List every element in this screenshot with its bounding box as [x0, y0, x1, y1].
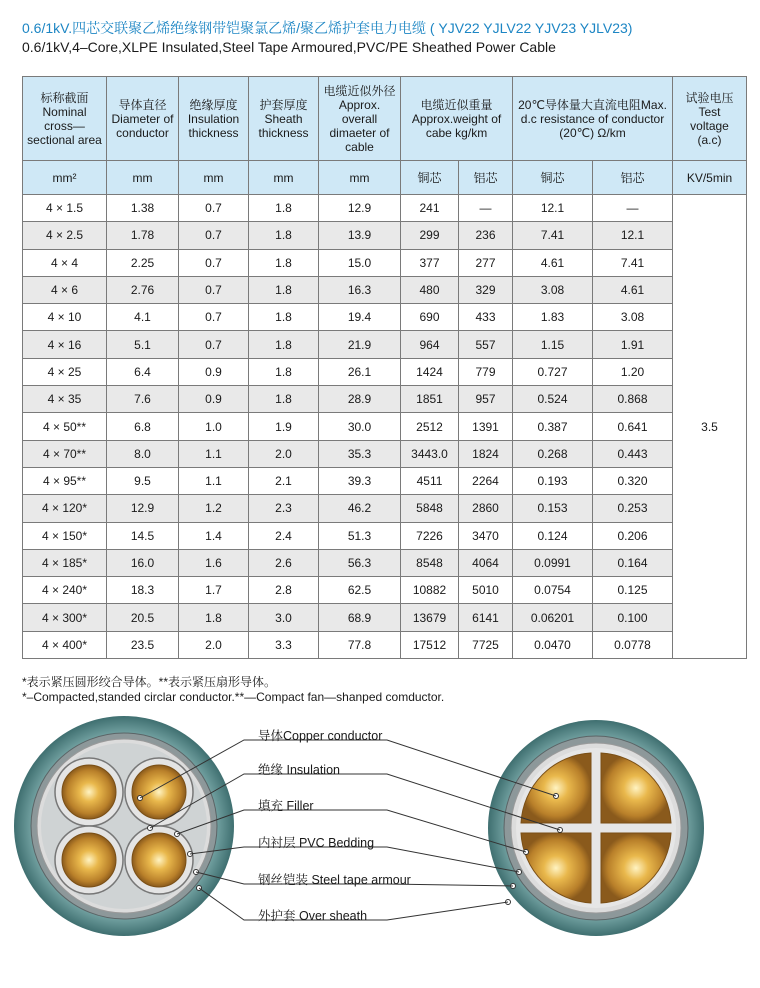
- unit-insulation: mm: [179, 161, 249, 195]
- table-cell: 4 × 1.5: [23, 195, 107, 222]
- table-cell: 6.4: [107, 358, 179, 385]
- unit-diameter: mm: [107, 161, 179, 195]
- table-cell: 2264: [459, 467, 513, 494]
- table-cell: 46.2: [319, 495, 401, 522]
- table-cell: 0.868: [593, 386, 673, 413]
- right-cable: [488, 720, 704, 936]
- table-cell: 17512: [401, 631, 459, 658]
- table-cell: 8.0: [107, 440, 179, 467]
- table-cell: 0.193: [513, 467, 593, 494]
- table-row: [23, 467, 747, 494]
- table-cell: 0.387: [513, 413, 593, 440]
- table-cell: 4 × 95**: [23, 467, 107, 494]
- table-cell: 1.8: [249, 304, 319, 331]
- table-cell: 4 × 10: [23, 304, 107, 331]
- table-cell: 2.25: [107, 249, 179, 276]
- unit-overall: mm: [319, 161, 401, 195]
- table-cell: 13.9: [319, 222, 401, 249]
- table-cell: 0.0470: [513, 631, 593, 658]
- table-cell: 4 × 2.5: [23, 222, 107, 249]
- table-cell: 0.0991: [513, 549, 593, 576]
- header-row: [23, 77, 747, 161]
- table-cell: 4 × 185*: [23, 549, 107, 576]
- table-cell: 26.1: [319, 358, 401, 385]
- table-cell: 0.253: [593, 495, 673, 522]
- table-cell: 4511: [401, 467, 459, 494]
- left-cable: [14, 716, 234, 936]
- table-cell: 4 × 300*: [23, 604, 107, 631]
- table-cell: 12.9: [107, 495, 179, 522]
- table-cell: 779: [459, 358, 513, 385]
- table-cell: 8548: [401, 549, 459, 576]
- table-cell: —: [459, 195, 513, 222]
- label-steel-tape-armour: 钢丝铠装 Steel tape armour: [258, 873, 411, 887]
- table-cell: 51.3: [319, 522, 401, 549]
- table-cell: 5010: [459, 577, 513, 604]
- table-cell: 5.1: [107, 331, 179, 358]
- table-cell: 39.3: [319, 467, 401, 494]
- header-test-voltage: 试验电压 Test voltage (a.c): [673, 77, 747, 161]
- table-cell: 2.1: [249, 467, 319, 494]
- table-cell: 0.524: [513, 386, 593, 413]
- table-cell: 2512: [401, 413, 459, 440]
- table-cell: 6141: [459, 604, 513, 631]
- table-row: [23, 358, 747, 385]
- table-cell: 30.0: [319, 413, 401, 440]
- table-row: [23, 522, 747, 549]
- table-cell: 4 × 70**: [23, 440, 107, 467]
- table-cell: 1.8: [249, 358, 319, 385]
- table-cell: 0.153: [513, 495, 593, 522]
- table-cell: 1.9: [249, 413, 319, 440]
- table-cell: —: [593, 195, 673, 222]
- table-cell: 0.443: [593, 440, 673, 467]
- table-cell: 1.2: [179, 495, 249, 522]
- table-cell: 18.3: [107, 577, 179, 604]
- table-cell: 433: [459, 304, 513, 331]
- table-cell: 0.7: [179, 331, 249, 358]
- label-copper-conductor: 导体Copper conductor: [258, 729, 383, 743]
- table-cell: 1.0: [179, 413, 249, 440]
- header-insulation: 绝缘厚度 Insulation thickness: [179, 77, 249, 161]
- cable-cross-section-diagram: [0, 712, 760, 983]
- table-cell: 4 × 16: [23, 331, 107, 358]
- table-cell: 4 × 25: [23, 358, 107, 385]
- table-cell: 1824: [459, 440, 513, 467]
- table-cell: 1391: [459, 413, 513, 440]
- table-cell: 12.9: [319, 195, 401, 222]
- table-cell: 0.124: [513, 522, 593, 549]
- table-cell: 1.8: [249, 331, 319, 358]
- table-cell: 5848: [401, 495, 459, 522]
- table-cell: 2.0: [249, 440, 319, 467]
- table-cell: 0.0754: [513, 577, 593, 604]
- table-cell: 0.727: [513, 358, 593, 385]
- table-cell: 329: [459, 276, 513, 303]
- table-cell: 0.641: [593, 413, 673, 440]
- table-cell: 0.7: [179, 222, 249, 249]
- table-cell: 0.320: [593, 467, 673, 494]
- table-cell: 2.3: [249, 495, 319, 522]
- table-cell: 35.3: [319, 440, 401, 467]
- table-cell: 1.1: [179, 467, 249, 494]
- header-diameter: 导体直径 Diameter of conductor: [107, 77, 179, 161]
- table-cell: 10882: [401, 577, 459, 604]
- table-cell: 4 × 6: [23, 276, 107, 303]
- table-cell: 4 × 400*: [23, 631, 107, 658]
- table-cell: 3.08: [593, 304, 673, 331]
- table-cell: 4 × 240*: [23, 577, 107, 604]
- table-cell: 4.61: [513, 249, 593, 276]
- header-weight: 电缆近似重量 Approx.weight of cabe kg/km: [401, 77, 513, 161]
- unit-voltage: KV/5min: [673, 161, 747, 195]
- table-cell: 28.9: [319, 386, 401, 413]
- table-cell: 7.41: [513, 222, 593, 249]
- table-cell: 1.38: [107, 195, 179, 222]
- table-cell: 1424: [401, 358, 459, 385]
- unit-sheath: mm: [249, 161, 319, 195]
- table-cell: 0.100: [593, 604, 673, 631]
- table-cell: 2.0: [179, 631, 249, 658]
- label-insulation: 绝缘 Insulation: [258, 763, 340, 777]
- table-cell: 62.5: [319, 577, 401, 604]
- table-row: [23, 440, 747, 467]
- table-cell: 6.8: [107, 413, 179, 440]
- table-cell: 56.3: [319, 549, 401, 576]
- table-cell: 16.0: [107, 549, 179, 576]
- table-cell: 4 × 35: [23, 386, 107, 413]
- table-cell: 0.7: [179, 249, 249, 276]
- table-cell: 1.8: [249, 195, 319, 222]
- table-cell: 236: [459, 222, 513, 249]
- unit-weight-copper: 铜芯: [401, 161, 459, 195]
- table-cell: 1.8: [249, 386, 319, 413]
- unit-resistance-copper: 铜芯: [513, 161, 593, 195]
- table-cell: 4064: [459, 549, 513, 576]
- table-cell: 0.06201: [513, 604, 593, 631]
- note-english: *–Compacted,standed circlar conductor.**—Compact fan—shanped comductor.: [22, 690, 445, 704]
- table-cell: 1.4: [179, 522, 249, 549]
- table-cell: 4 × 150*: [23, 522, 107, 549]
- table-cell: 299: [401, 222, 459, 249]
- note-chinese: *表示紧压圆形绞合导体。**表示紧压扇形导体。: [22, 675, 277, 689]
- header-nominal: 标称截面 Nominal cross— sectional area: [23, 77, 107, 161]
- specification-table: [22, 76, 747, 659]
- cross-section-svg: [0, 712, 760, 983]
- table-cell: 277: [459, 249, 513, 276]
- label-filler: 填充 Filler: [258, 799, 314, 813]
- header-overall-diameter: 电缆近似外径 Approx. overall dimaeter of cable: [319, 77, 401, 161]
- table-cell: 21.9: [319, 331, 401, 358]
- table-cell: 14.5: [107, 522, 179, 549]
- table-cell: 1.83: [513, 304, 593, 331]
- table-cell: 7725: [459, 631, 513, 658]
- table-cell: 2.76: [107, 276, 179, 303]
- table-cell: 690: [401, 304, 459, 331]
- header-resistance: 20℃导体量大直流电阻Max. d.c resistance of conductor (20℃) Ω/km: [513, 77, 673, 161]
- table-cell: 68.9: [319, 604, 401, 631]
- table-cell: 2.8: [249, 577, 319, 604]
- table-cell: 15.0: [319, 249, 401, 276]
- table-cell: 13679: [401, 604, 459, 631]
- table-cell: 16.3: [319, 276, 401, 303]
- table-cell: 957: [459, 386, 513, 413]
- table-cell: 7.6: [107, 386, 179, 413]
- table-cell: 2.6: [249, 549, 319, 576]
- table-cell: 1.15: [513, 331, 593, 358]
- table-cell: 4 × 50**: [23, 413, 107, 440]
- table-cell: 0.164: [593, 549, 673, 576]
- table-cell: 0.7: [179, 304, 249, 331]
- unit-weight-aluminium: 铝芯: [459, 161, 513, 195]
- table-cell: 1.7: [179, 577, 249, 604]
- table-cell: 19.4: [319, 304, 401, 331]
- table-cell: 1.1: [179, 440, 249, 467]
- table-cell: 1.20: [593, 358, 673, 385]
- table-row: [23, 249, 747, 276]
- table-cell: 7.41: [593, 249, 673, 276]
- table-row: [23, 604, 747, 631]
- table-cell: 241: [401, 195, 459, 222]
- right-insulation-fill: [516, 748, 676, 908]
- table-row: [23, 495, 747, 522]
- table-cell: 1.8: [249, 222, 319, 249]
- table-cell: 12.1: [513, 195, 593, 222]
- table-cell: 0.7: [179, 195, 249, 222]
- table-cell: 2860: [459, 495, 513, 522]
- table-cell: 3.3: [249, 631, 319, 658]
- table-cell: 4.1: [107, 304, 179, 331]
- table-cell: 1.8: [249, 249, 319, 276]
- table-row: [23, 549, 747, 576]
- table-cell: 1.8: [179, 604, 249, 631]
- table-cell: 3470: [459, 522, 513, 549]
- units-row: [23, 161, 747, 195]
- table-row: [23, 276, 747, 303]
- table-cell: 0.268: [513, 440, 593, 467]
- table-cell: 1.8: [249, 276, 319, 303]
- table-cell: 12.1: [593, 222, 673, 249]
- table-cell: 1.6: [179, 549, 249, 576]
- table-cell: 964: [401, 331, 459, 358]
- table-cell: 0.0778: [593, 631, 673, 658]
- table-cell: 77.8: [319, 631, 401, 658]
- table-cell: 20.5: [107, 604, 179, 631]
- table-cell: 557: [459, 331, 513, 358]
- test-voltage-value: 3.5: [673, 195, 747, 659]
- header-sheath: 护套厚度 Sheath thickness: [249, 77, 319, 161]
- table-cell: 0.9: [179, 386, 249, 413]
- table-row: [23, 195, 747, 222]
- table-cell: 3.0: [249, 604, 319, 631]
- table-cell: 480: [401, 276, 459, 303]
- table-cell: 23.5: [107, 631, 179, 658]
- table-row: [23, 631, 747, 658]
- table-cell: 377: [401, 249, 459, 276]
- label-pvc-bedding: 内衬层 PVC Bedding: [258, 836, 375, 850]
- table-cell: 1.91: [593, 331, 673, 358]
- label-over-sheath: 外护套 Over sheath: [258, 909, 368, 923]
- table-cell: 4.61: [593, 276, 673, 303]
- table-cell: 1851: [401, 386, 459, 413]
- table-row: [23, 577, 747, 604]
- title-english: 0.6/1kV,4–Core,XLPE Insulated,Steel Tape Armoured,PVC/PE Sheathed Power Cable: [22, 39, 556, 55]
- table-cell: 2.4: [249, 522, 319, 549]
- table-cell: 4 × 4: [23, 249, 107, 276]
- table-cell: 0.125: [593, 577, 673, 604]
- table-cell: 3.08: [513, 276, 593, 303]
- table-cell: 7226: [401, 522, 459, 549]
- table-cell: 4 × 120*: [23, 495, 107, 522]
- unit-resistance-aluminium: 铝芯: [593, 161, 673, 195]
- table-cell: 0.206: [593, 522, 673, 549]
- table-row: [23, 331, 747, 358]
- table-cell: 3443.0: [401, 440, 459, 467]
- unit-nominal: mm²: [23, 161, 107, 195]
- table-cell: 9.5: [107, 467, 179, 494]
- table-cell: 1.78: [107, 222, 179, 249]
- table-row: [23, 413, 747, 440]
- table-cell: 0.9: [179, 358, 249, 385]
- table-row: [23, 222, 747, 249]
- table-row: [23, 386, 747, 413]
- table-cell: 0.7: [179, 276, 249, 303]
- title-chinese: 0.6/1kV.四芯交联聚乙烯绝缘钢带铠聚氯乙烯/聚乙烯护套电力电缆 ( YJV22 YJLV22 YJV23 YJLV23): [22, 20, 633, 36]
- table-row: [23, 304, 747, 331]
